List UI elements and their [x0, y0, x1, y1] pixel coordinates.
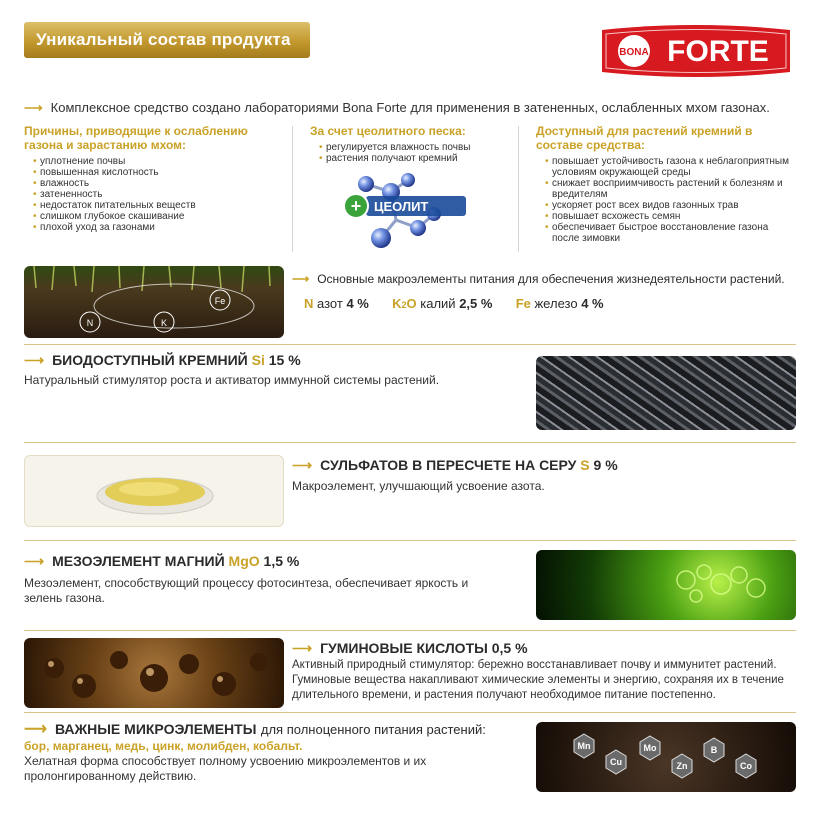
list-item: • влажность [40, 178, 286, 189]
list-item: • плохой уход за газонами [40, 222, 286, 233]
humic-heading: ⟶ ГУМИНОВЫЕ КИСЛОТЫ 0,5 % [292, 640, 528, 656]
arrow-icon: ⟶ [24, 352, 45, 368]
list-item: • обеспечивает быстрое восстановление газона после зимовки [552, 222, 792, 244]
zeolite-title: За счет цеолитного песка: [310, 124, 466, 138]
svg-text:Co: Co [740, 761, 752, 771]
list-item: • уплотнение почвы [40, 156, 286, 167]
zeolite-list [310, 142, 510, 164]
magnesium-cells-image [536, 550, 796, 620]
list-item: • повышает всхожесть семян [552, 211, 792, 222]
list-item: • повышенная кислотность [40, 167, 286, 178]
arrow-icon: ⟶ [292, 457, 313, 473]
list-item: • регулируется влажность почвы [326, 142, 510, 153]
divider [24, 630, 796, 631]
list-item: • затененность [40, 189, 286, 200]
list-item: • ускоряет рост всех видов газонных трав [552, 200, 792, 211]
intro-text: ⟶ Комплексное средство создано лабораториями Bona Forte для применения в затененных, ослабленных мхом газонах. [24, 100, 770, 115]
causes-list [24, 156, 286, 233]
silicon-stones-image [536, 356, 796, 430]
svg-text:K: K [160, 318, 168, 328]
divider [24, 344, 796, 345]
silicon-benefits-list [536, 156, 792, 244]
list-item: • слишком глубокое скашивание [40, 211, 286, 222]
section-title-banner [24, 22, 310, 58]
sulfur-heading: ⟶ СУЛЬФАТОВ В ПЕРЕСЧЕТЕ НА СЕРУ S 9 % [292, 457, 618, 473]
micro-text: Хелатная форма способствует полному усвоению микроэлементов и их пролонгированному действию. [24, 754, 427, 783]
sulfur-petri-image [24, 455, 284, 527]
svg-text:N: N [86, 318, 94, 328]
svg-text:FORTE: FORTE [667, 35, 769, 68]
svg-text:+: + [350, 196, 362, 216]
column-divider [292, 126, 293, 252]
divider [24, 442, 796, 443]
svg-text:BONA: BONA [619, 47, 649, 58]
svg-text:Mo: Mo [643, 743, 657, 753]
macro-values: N азот 4 % K2O калий 2,5 % Fe железо 4 % [304, 296, 604, 311]
causes-title: Причины, приводящие к ослаблению газона и зарастанию мхом: [24, 124, 248, 152]
magnesium-heading: ⟶ МЕЗОЭЛЕМЕНТ МАГНИЙ MgO 1,5 % [24, 553, 300, 569]
svg-text:Cu: Cu [610, 757, 622, 767]
svg-text:Fe: Fe [214, 296, 226, 306]
micro-heading: ⟶ ВАЖНЫЕ МИКРОЭЛЕМЕНТЫ для полноценного питания растений: [24, 721, 486, 738]
silicon-benefits-column [536, 124, 792, 244]
zeolite-column [310, 124, 510, 164]
micro-list: бор, марганец, медь, цинк, молибден, кобальт. [24, 739, 303, 753]
silicon-benefits-title: Доступный для растений кремний в составе средства: [536, 124, 753, 152]
divider [24, 540, 796, 541]
list-item: • повышает устойчивость газона к неблагоприятным условиям окружающей среды [552, 156, 792, 178]
svg-text:Mn: Mn [577, 741, 591, 751]
macro-text: ⟶ Основные макроэлементы питания для обеспечения жизнедеятельности растений. [292, 272, 785, 286]
humic-splash-image [24, 638, 284, 708]
list-item: • недостаток питательных веществ [40, 200, 286, 211]
arrow-icon: ⟶ [292, 272, 310, 286]
list-item: • растения получают кремний [326, 153, 510, 164]
zeolite-molecule-icon [336, 170, 476, 250]
sulfur-text: Макроэлемент, улучшающий усвоение азота. [292, 479, 545, 493]
list-item: • снижает восприимчивость растений к болезням и вредителям [552, 178, 792, 200]
arrow-icon: ⟶ [24, 100, 43, 115]
micro-soil-image [536, 722, 796, 792]
arrow-icon: ⟶ [292, 640, 313, 656]
divider [24, 712, 796, 713]
soil-roots-image [24, 266, 284, 338]
page-title: Уникальный состав продукта [36, 30, 291, 49]
svg-text:ЦЕОЛИТ: ЦЕОЛИТ [374, 199, 429, 214]
silicon-text: Натуральный стимулятор роста и активатор иммунной системы растений. [24, 373, 440, 387]
humic-text: Активный природный стимулятор: бережно восстанавливает почву и иммунитет растений. Гуминовые вещества накапливают химические элементы и энергию, сохраняя их в течение длительного времени, и растения получают необходимое питание постепенно. [292, 659, 784, 701]
magnesium-text: Мезоэлемент, способствующий процессу фотосинтеза, обеспечивает яркость и зелень газона. [24, 576, 469, 605]
svg-text:Zn: Zn [676, 761, 688, 771]
svg-text:B: B [710, 745, 718, 755]
arrow-icon: ⟶ [24, 553, 45, 569]
silicon-heading: ⟶ БИОДОСТУПНЫЙ КРЕМНИЙ Si 15 % [24, 352, 301, 368]
column-divider [518, 126, 519, 252]
arrow-icon: ⟶ [24, 721, 47, 738]
bona-forte-logo [598, 22, 794, 78]
causes-column [24, 124, 286, 233]
